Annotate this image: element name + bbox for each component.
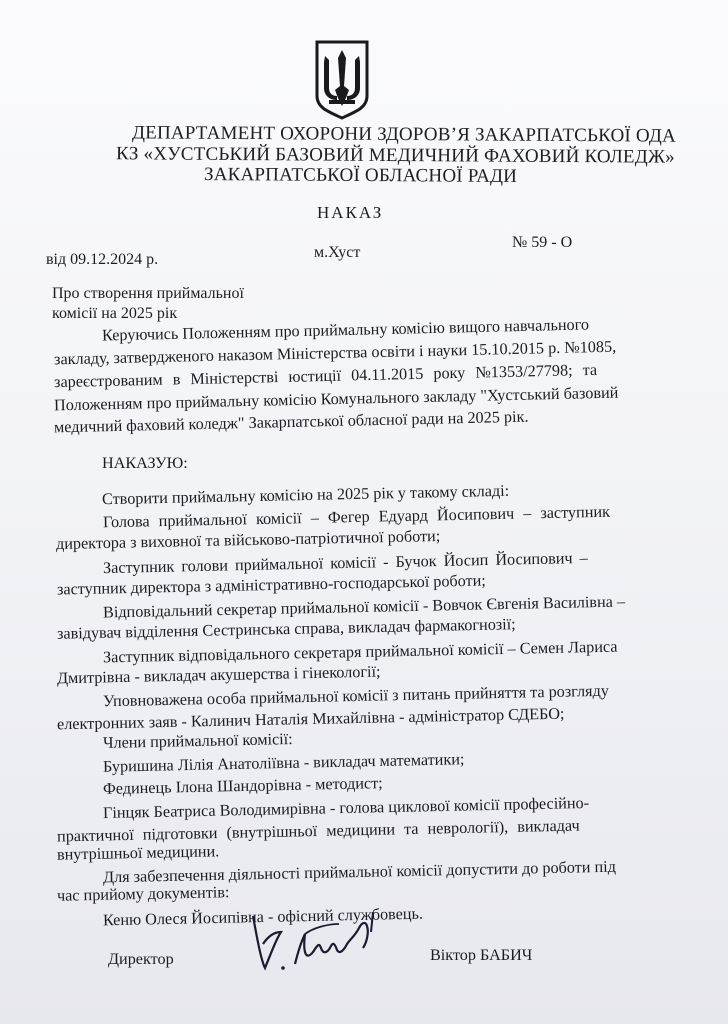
preamble-line: зареєстрованим в Міністерстві юстиції 04.11.2015 року №1353/27798; та [53, 360, 598, 392]
order-date: від 09.12.2024 р. [46, 251, 159, 268]
subject-line: комісії на 2025 рік [52, 305, 178, 322]
body-line: Голова приймальної комісії – Фегер Едуард Йосипович – заступник [102, 502, 611, 532]
body-line: Заступник відповідального секретаря приймальної комісії – Семен Лариса [102, 637, 618, 667]
document-title: НАКАЗ [317, 203, 384, 222]
handwritten-signature [243, 898, 393, 978]
body-line: Фединець Ілона Шандорівна - методист; [102, 774, 383, 798]
order-place: м.Хуст [314, 244, 361, 261]
body-line: Буришина Лілія Анатоліївна - викладач математики; [102, 750, 465, 776]
signature-position: Директор [108, 950, 174, 968]
body-line: директора з виховної та військово-патріотичної роботи; [55, 526, 441, 554]
body-line: завідувач відділення Сестринська справа, викладач фармакогнозії; [56, 615, 516, 643]
signature-name: Віктор БАБИЧ [430, 946, 533, 964]
preamble-line: Положенням про приймальну комісію Комунального закладу "Хустський базовий [53, 383, 619, 415]
preamble-line: Керуючись Положенням про приймальну комісію вищого навчального [101, 315, 590, 345]
order-number: № 59 - О [512, 234, 573, 251]
department-header: ДЕПАРТАМЕНТ ОХОРОНИ ЗДОРОВ’Я ЗАКАРПАТСЬКОЇ ОДА [131, 122, 677, 147]
body-line: Кеню Олеся Йосипівна - офісний службовець. [102, 904, 424, 930]
body-line: Відповідальний секретар приймальної комісії - Вовчок Євгенія Василівна – [102, 592, 626, 622]
body-line: Гінцяк Беатриса Володимирівна - голова циклової комісії професійно- [102, 793, 590, 823]
body-line: Уповноважена особа приймальної комісії з питань прийняття та розгляду [102, 681, 610, 711]
preamble-line: медичний фаховий коледж" Закарпатської обласної ради на 2025 рік. [53, 407, 529, 437]
subject-line: Про створення приймальної [52, 285, 244, 302]
body-line: Для забезпечення діяльності приймальної комісії допустити до роботи під [102, 857, 617, 887]
body-line: заступник директора з адміністративно-господарської роботи; [56, 571, 486, 599]
council-header: ЗАКАРПАТСЬКОЇ ОБЛАСНОЇ РАДИ [203, 164, 518, 187]
body-line: час прийому документів: [56, 883, 230, 905]
preamble-line: закладу, затвердженого наказом Міністерства освіти і науки 15.10.2015 р. №1085, [53, 337, 617, 369]
trident-emblem-icon [313, 38, 371, 120]
body-line: Дмитрівна - викладач акушерства і гінекології; [56, 662, 381, 688]
college-header: КЗ «ХУСТСЬКИЙ БАЗОВИЙ МЕДИЧНИЙ ФАХОВИЙ КОЛЕДЖ» [115, 143, 675, 168]
body-line: електронних заяв - Калинич Наталія Михайлівна - адміністратор СДЕБО; [56, 704, 565, 734]
body-line: Заступник голови приймальної комісії - Бучок Йосип Йосипович – [102, 548, 588, 578]
order-word: НАКАЗУЮ: [102, 454, 188, 472]
body-line: Члени приймальної комісії: [102, 730, 293, 752]
body-line: Створити приймальну комісію на 2025 рік у такому складі: [101, 481, 510, 509]
body-line: внутрішньої медицини. [56, 842, 220, 864]
body-line: практичної підготовки (внутрішньої медицини та неврології), викладач [56, 816, 580, 846]
